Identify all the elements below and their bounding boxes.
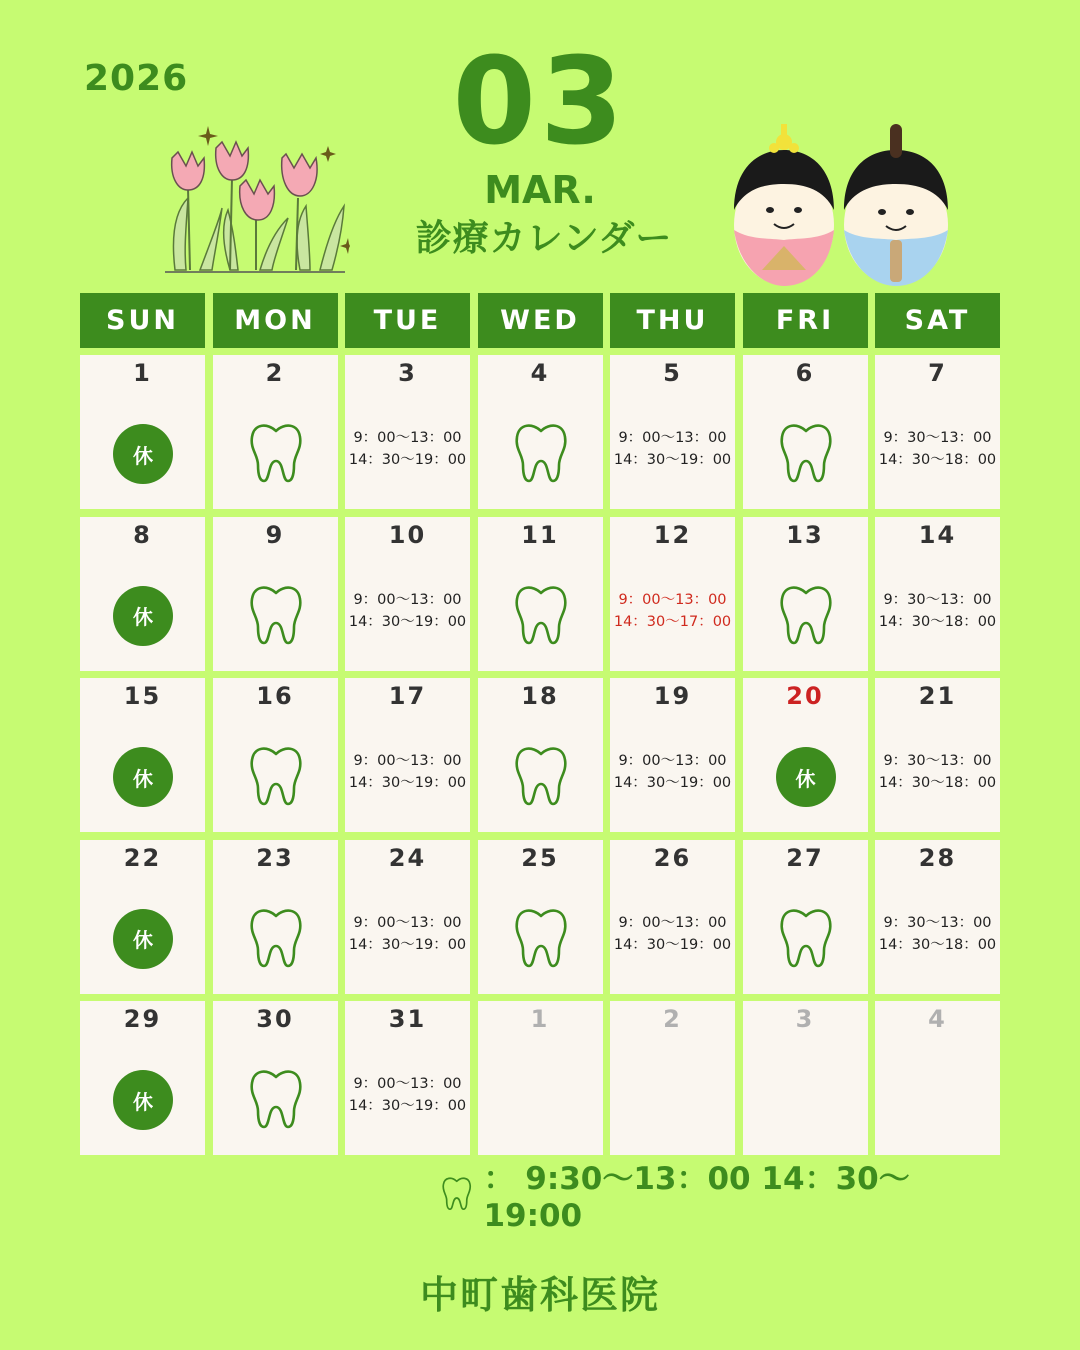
afternoon-hours: 14：30〜18：00: [878, 775, 997, 791]
weekday-header: THU: [610, 293, 735, 348]
clinic-hours: [875, 912, 1000, 956]
afternoon-hours: 14：30〜17：00: [613, 613, 732, 630]
day-number: 30: [256, 1005, 294, 1033]
day-cell: [345, 355, 470, 509]
afternoon-hours: 14：30〜19：00: [613, 452, 732, 468]
calendar-title: 診療カレンダー: [415, 218, 673, 259]
day-number: 12: [653, 520, 692, 549]
tooth-icon: [246, 1065, 306, 1131]
day-number: 8: [133, 520, 152, 549]
tooth-icon: [511, 581, 571, 647]
day-cell: [743, 517, 868, 671]
closed-badge: 休: [113, 747, 173, 807]
day-number: 17: [388, 682, 427, 710]
day-number: 25: [521, 843, 559, 872]
day-number: 13: [786, 520, 824, 549]
year-label: 2026: [84, 58, 189, 99]
day-cell: [610, 355, 735, 509]
afternoon-hours: 14：30〜19：00: [613, 775, 732, 791]
day-cell: [478, 1001, 603, 1155]
day-cell: [213, 355, 338, 509]
day-number: 9: [265, 520, 285, 549]
calendar-grid: [80, 355, 1000, 1155]
afternoon-hours: 14：30〜18：00: [878, 613, 997, 630]
hina-dolls-illustration: [726, 120, 956, 290]
day-cell: [345, 517, 470, 671]
day-cell: [80, 840, 205, 994]
day-cell: [743, 1001, 868, 1155]
tooth-icon: [246, 904, 306, 970]
day-cell: [213, 517, 338, 671]
day-number: 14: [918, 520, 957, 549]
tooth-icon: [246, 581, 306, 647]
day-cell: [610, 678, 735, 832]
closed-badge: 休: [776, 747, 836, 807]
morning-hours: 9：00〜13：00: [353, 914, 462, 931]
day-number: 6: [795, 359, 815, 387]
day-cell: [213, 840, 338, 994]
day-number: 2: [663, 1005, 682, 1033]
day-cell: [875, 840, 1000, 994]
day-cell: [610, 517, 735, 671]
weekday-header: FRI: [743, 293, 868, 348]
tooth-icon: [440, 1173, 473, 1213]
clinic-hours: [610, 427, 735, 471]
day-number: 21: [918, 682, 957, 710]
day-cell: [743, 678, 868, 832]
day-cell: [610, 840, 735, 994]
afternoon-hours: 14：30〜19：00: [348, 775, 467, 791]
afternoon-hours: 14：30〜18：00: [878, 452, 997, 468]
day-number: 31: [388, 1005, 427, 1033]
morning-hours: 9：00〜13：00: [353, 591, 462, 608]
morning-hours: 9：30〜13：00: [883, 591, 992, 608]
day-number: 16: [256, 682, 294, 710]
day-number: 4: [530, 359, 550, 387]
day-cell: [80, 355, 205, 509]
day-cell: [478, 517, 603, 671]
day-number: 18: [521, 682, 559, 710]
clinic-name: 中町歯科医院: [419, 1273, 660, 1317]
day-number: 11: [521, 520, 559, 549]
afternoon-hours: 14：30〜19：00: [348, 936, 467, 953]
day-cell: [478, 840, 603, 994]
day-cell: [743, 840, 868, 994]
day-number: 26: [653, 843, 692, 872]
day-cell: [345, 1001, 470, 1155]
closed-badge: 休: [113, 586, 173, 646]
month-abbreviation: MAR.: [484, 168, 596, 212]
clinic-hours: [875, 750, 1000, 794]
day-cell: [875, 678, 1000, 832]
closed-badge: 休: [113, 424, 173, 484]
afternoon-hours: 14：30〜19：00: [348, 1098, 467, 1114]
day-number: 1: [530, 1005, 550, 1033]
tooth-icon: [246, 742, 306, 808]
day-cell: [213, 678, 338, 832]
tooth-icon: [511, 904, 571, 970]
day-cell: [80, 1001, 205, 1155]
morning-hours: 9：30〜13：00: [883, 914, 992, 931]
clinic-hours: [345, 750, 470, 794]
morning-hours: 9：00〜13：00: [353, 1076, 462, 1092]
clinic-hours: [345, 427, 470, 471]
tooth-icon: [776, 581, 836, 647]
day-number: 3: [398, 359, 417, 387]
hours-legend: [440, 1160, 1000, 1234]
closed-badge: 休: [113, 909, 173, 969]
morning-hours: 9：00〜13：00: [618, 914, 727, 931]
afternoon-hours: 14：30〜19：00: [348, 613, 467, 630]
day-cell: [875, 517, 1000, 671]
afternoon-hours: 14：30〜19：00: [348, 452, 467, 468]
day-number: 20: [786, 682, 824, 710]
day-number: 5: [663, 359, 682, 387]
tooth-icon: [511, 419, 571, 485]
legend-hours-text: ： 9:30〜13：00 14：30〜19:00: [483, 1160, 910, 1234]
weekday-header-row: [80, 293, 1000, 348]
day-number: 1: [133, 359, 152, 387]
weekday-header: SAT: [875, 293, 1000, 348]
clinic-hours: [345, 1073, 470, 1117]
day-cell: [345, 840, 470, 994]
clinic-hours: [610, 912, 735, 956]
weekday-header: WED: [478, 293, 603, 348]
clinic-hours: [875, 427, 1000, 471]
day-number: 29: [123, 1005, 162, 1033]
afternoon-hours: 14：30〜19：00: [613, 936, 732, 953]
day-number: 24: [388, 843, 427, 872]
day-number: 7: [928, 359, 947, 387]
day-cell: [610, 1001, 735, 1155]
day-cell: [478, 678, 603, 832]
day-number: 19: [653, 682, 692, 710]
tooth-icon: [246, 419, 306, 485]
day-number: 4: [928, 1005, 947, 1033]
clinic-hours: [345, 912, 470, 956]
weekday-header: TUE: [345, 293, 470, 348]
tooth-icon: [776, 419, 836, 485]
day-number: 3: [795, 1005, 815, 1033]
day-number: 2: [265, 359, 285, 387]
clinic-hours: [875, 589, 1000, 633]
morning-hours: 9：00〜13：00: [353, 753, 462, 769]
day-number: 27: [786, 843, 824, 872]
day-cell: [875, 355, 1000, 509]
day-cell: [213, 1001, 338, 1155]
day-cell: [875, 1001, 1000, 1155]
morning-hours: 9：00〜13：00: [618, 430, 727, 446]
month-number: 03: [452, 33, 628, 172]
tooth-icon: [511, 742, 571, 808]
morning-hours: 9：00〜13：00: [353, 430, 462, 446]
morning-hours: 9：00〜13：00: [618, 591, 727, 608]
clinic-hours: [610, 589, 735, 633]
day-cell: [743, 355, 868, 509]
morning-hours: 9：00〜13：00: [618, 753, 727, 769]
tooth-icon: [776, 904, 836, 970]
weekday-header: MON: [213, 293, 338, 348]
day-cell: [80, 678, 205, 832]
tulip-illustration: [160, 118, 350, 278]
day-cell: [345, 678, 470, 832]
afternoon-hours: 14：30〜18：00: [878, 936, 997, 953]
clinic-hours: [610, 750, 735, 794]
day-cell: [478, 355, 603, 509]
weekday-header: SUN: [80, 293, 205, 348]
day-number: 15: [123, 682, 162, 710]
clinic-hours: [345, 589, 470, 633]
day-number: 10: [388, 520, 427, 549]
day-number: 23: [256, 843, 294, 872]
morning-hours: 9：30〜13：00: [883, 430, 992, 446]
day-number: 28: [918, 843, 957, 872]
day-number: 22: [123, 843, 162, 872]
day-cell: [80, 517, 205, 671]
closed-badge: 休: [113, 1070, 173, 1130]
morning-hours: 9：30〜13：00: [883, 753, 992, 769]
